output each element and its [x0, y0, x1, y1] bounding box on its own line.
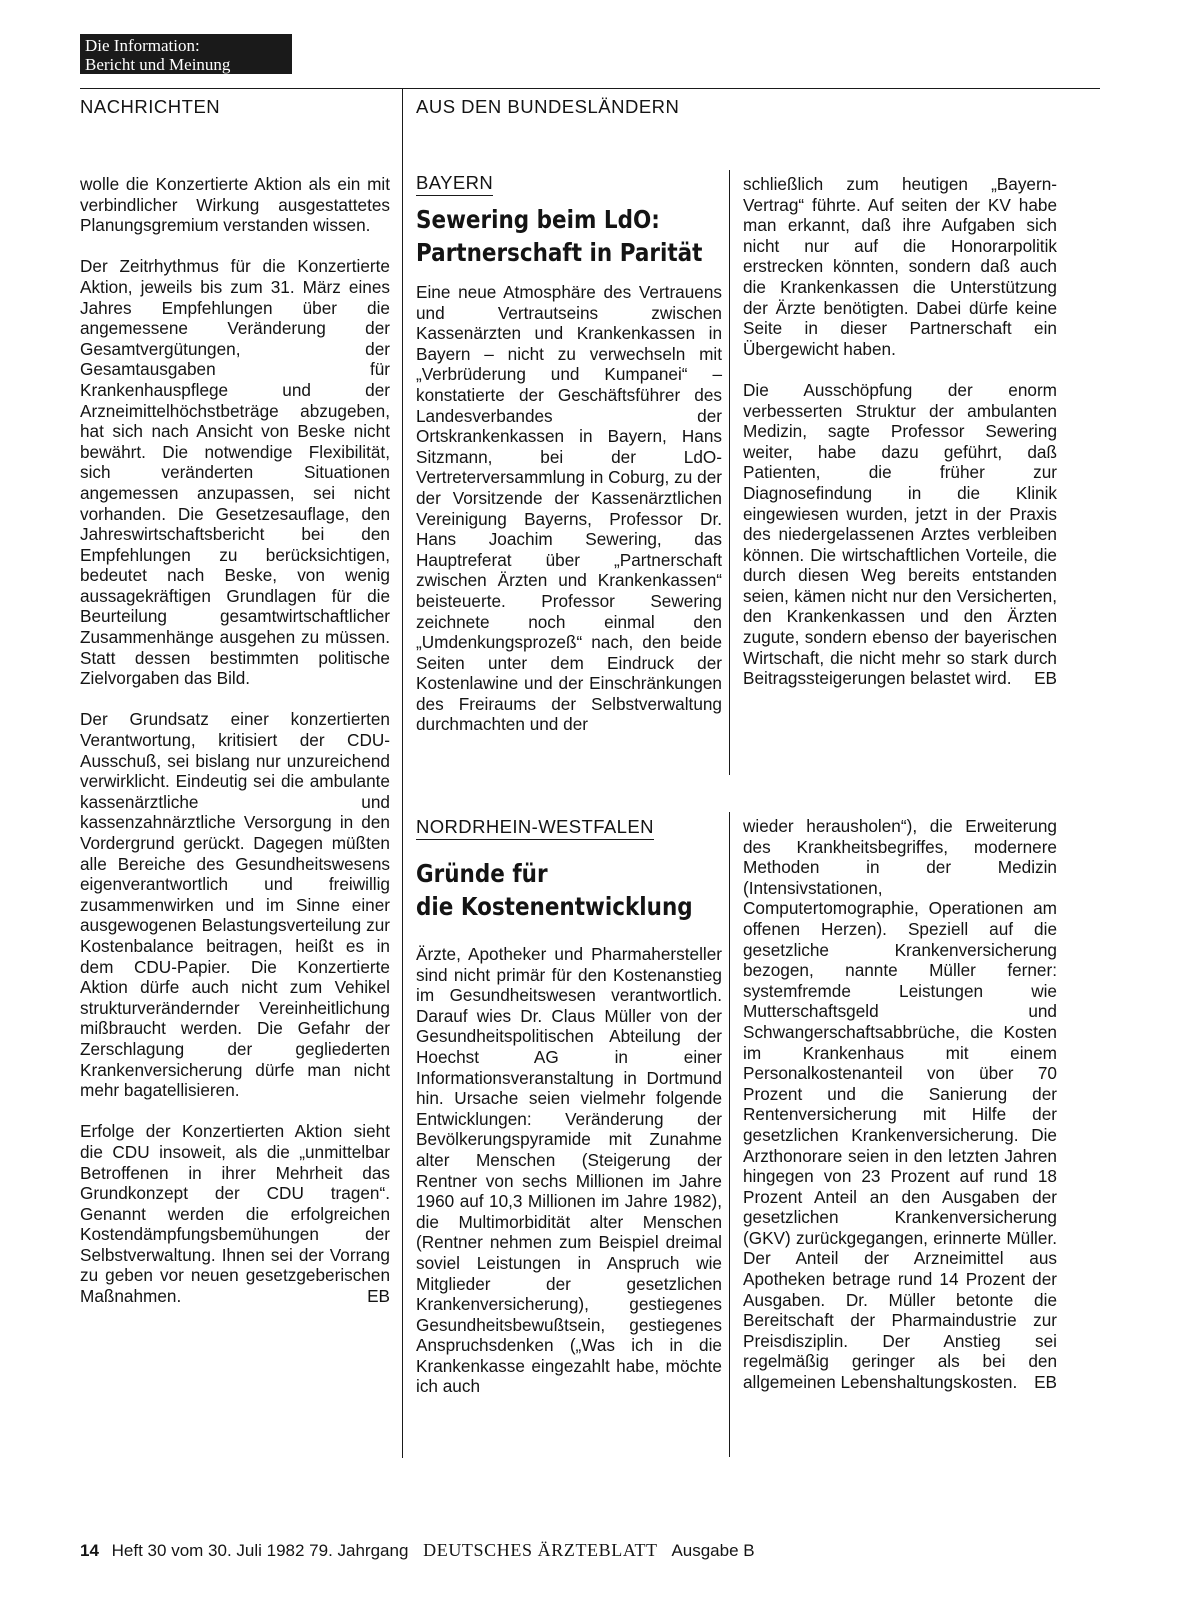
edition-label: Ausgabe B	[671, 1541, 755, 1560]
article2-headline-line1: Gründe für	[416, 859, 548, 888]
article1-kicker: BAYERN	[416, 172, 493, 196]
article1-paragraph	[743, 380, 1057, 689]
journal-name: DEUTSCHES ÄRZTEBLATT	[423, 1540, 658, 1560]
article1-headline-line2: Partnerschaft in Parität	[416, 238, 703, 267]
news-paragraph: wolle die Konzertierte Aktion als ein mit verbindlicher Wirkung ausgestattetes Planungsgremium verstanden wissen.	[80, 174, 390, 236]
article1-column-a	[416, 282, 722, 735]
article2-column-b	[743, 816, 1057, 1393]
author-signature: EB	[1034, 668, 1057, 689]
article2-paragraph-text: wieder herausholen“), die Erweiterung des Krankheitsbegriffes, modernere Methoden in der Medizin (Intensivstationen, Computertomographie, Operationen am offenen Herzen). Speziell auf die gesetzliche Krankenversicherung bezogen, nannte Müller ferner: systemfremde Leistungen wie Mutterschaftsgeld und Schwangerschaftsabbrüche, die Kosten im Krankenhaus mit einem Personalkostenanteil von über 70 Prozent und die Sanierung der Rentenversicherung mit Hilfe der gesetzlichen Krankenversicherung. Die Arzthonorare seien in den letzten Jahren hingegen von 23 Prozent auf rund 18 Prozent Anteil an den Ausgaben der gesetzlichen Krankenversicherung (GKV) zurückgegangen, erinnerte Müller. Der Anteil der Arzneimittel aus Apotheken betrage rund 14 Prozent der Ausgaben. Dr. Müller betonte die Bereitschaft der Pharmaindustrie zur Preisdisziplin. Der Anstieg sei regelmäßig geringer als bei den allgemeinen Lebenshaltungskosten.	[743, 816, 1057, 1393]
page-number: 14	[80, 1541, 99, 1560]
article2-headline	[416, 857, 693, 923]
top-rule	[80, 88, 1100, 89]
news-paragraph-text: Der Grundsatz einer konzertierten Verantwortung, kritisiert der CDU-Ausschuß, sei bislang nur unzureichend verwirklicht. Eindeutig sei die ambulante kassenärztliche und kassenzahnärztliche Versorgung in den Vordergrund gerückt. Dagegen müßten alle Bereiche des Gesundheitswesens eigenverantwortlich und freiwillig zusammenwirken und im Sinne einer ausgewogenen Belastungsverteilung zur Kostenbalance beitragen, heißt es in dem CDU-Papier. Die Konzertierte Aktion dürfe auch nicht zum Vehikel strukturverändernder Vereinheitlichung mißbraucht werden. Die Gefahr der Zerschlagung der gegliederten Krankenversicherung dürfe man nicht mehr bagatellisieren.	[80, 709, 390, 1101]
article2-paragraph: Ärzte, Apotheker und Pharmahersteller sind nicht primär für den Kostenanstieg im Gesundheitswesen verantwortlich. Darauf wies Dr. Claus Müller von der Gesundheitspolitischen Abteilung der Hoechst AG in einer Informationsveranstaltung in Dortmund hin. Ursache seien vielmehr folgende Entwicklungen: Veränderung der Bevölkerungspyramide mit Zunahme alter Menschen (Steigerung der Rentner von sechs Millionen im Jahre 1960 auf 10,3 Millionen im Jahre 1982), die Multimorbidität alter Menschen (Rentner nehmen zum Beispiel dreimal soviel Leistungen in Anspruch wie Mitglieder der gesetzlichen Krankenversicherung), gestiegenes Gesundheitsbewußtsein, gestiegenes Anspruchsdenken („Was ich in die Krankenkasse eingezahlt habe, möchte ich auch	[416, 944, 722, 1397]
badge-line-2: Bericht und Meinung	[85, 55, 231, 74]
section-heading-bundeslaender: AUS DEN BUNDESLÄNDERN	[416, 96, 680, 117]
badge-line-1: Die Information:	[85, 36, 200, 55]
article1-headline-line1: Sewering beim LdO:	[416, 205, 660, 234]
article1-paragraph: Eine neue Atmosphäre des Vertrauens und Vertrautseins zwischen Kassenärzten und Krankenkassen in Bayern – nicht zu verwechseln mit „Verbrüderung und Kumpanei“ – konstatierte der Geschäftsführer des Landesverbandes der Ortskrankenkassen in Bayern, Hans Sitzmann, bei der LdO-Vertreterversammlung in Coburg, zu der der Vorsitzende der Kassenärztlichen Vereinigung Bayerns, Professor Dr. Hans Joachim Sewering, das Hauptreferat über „Partnerschaft zwischen Ärzten und Krankenkassen“ beisteuerte. Professor Sewering zeichnete noch einmal den „Umdenkungsprozeß“ nach, den beide Seiten unter dem Eindruck der Kostenlawine und der Einschränkungen des Freiraums der Selbstverwaltung durchmachten und der	[416, 282, 722, 735]
article1-headline	[416, 203, 702, 269]
article1-paragraph: schließlich zum heutigen „Bayern-Vertrag“ führte. Auf seiten der KV habe man erkannt, daß ihre Aufgaben sich nicht nur auf die Honorarpolitik erstrecken könnten, sondern daß auch die Krankenkassen die Unterstützung der Ärzte benötigten. Dabei dürfe keine Seite in dieser Partnerschaft ein Übergewicht haben.	[743, 174, 1057, 359]
article2-kicker: NORDRHEIN-WESTFALEN	[416, 816, 654, 840]
column-divider-main	[402, 88, 403, 1458]
news-paragraph	[80, 1121, 390, 1306]
author-signature: EB	[1034, 1372, 1057, 1393]
column-divider-article2	[729, 812, 730, 1457]
page-footer	[80, 1540, 1100, 1561]
news-paragraph: Der Zeitrhythmus für die Konzertierte Aktion, jeweils bis zum 31. März eines Jahres Empfehlungen über die angemessene Veränderung der Gesamtvergütungen, der Gesamtausgaben für Krankenhauspflege und der Arzneimittelhöchstbeträge abzugeben, hat sich nach Ansicht von Beske nicht bewährt. Die notwendige Flexibilität, sich veränderten Situationen angemessen anzupassen, sei nicht vorhanden. Die Gesetzesauflage, den Jahreswirtschaftsbericht bei den Empfehlungen zu berücksichtigen, bedeutet nach Beske, von wenig aussagekräftigen Grundlagen für die Beurteilung gesamtwirtschaftlicher Zusammenhänge ausgehen zu müssen. Statt dessen bestimmten politische Zielvorgaben das Bild.	[80, 256, 390, 689]
article2-headline-line2: die Kostenentwicklung	[416, 892, 693, 921]
article2-column-a	[416, 944, 722, 1397]
news-paragraph-text: Erfolge der Konzertierten Aktion sieht die CDU insoweit, als die „unmittelbar Betroffenen in ihrer Mehrheit das Grundkonzept der CDU tragen“. Genannt werden die erfolgreichen Kostendämpfungsbemühungen der Selbstverwaltung. Ihnen sei der Vorrang zu geben vor neuen gesetzgeberischen Maßnahmen.	[80, 1121, 390, 1307]
section-heading-nachrichten: NACHRICHTEN	[80, 96, 221, 117]
column-divider-article1	[729, 170, 730, 775]
article1-column-b	[743, 174, 1057, 689]
author-signature: EB	[367, 1286, 390, 1307]
article2-paragraph	[743, 816, 1057, 1393]
article1-paragraph-text: Die Ausschöpfung der enorm verbesserten Struktur der ambulanten Medizin, sagte Professor Sewering weiter, habe dazu geführt, daß Patienten, die früher zur Diagnosefindung in die Klinik eingewiesen wurden, jetzt in der Praxis des niedergelassenen Arztes verbleiben können. Die wirtschaftlichen Vorteile, die durch diesen Weg bereits entstanden seien, kämen nicht nur den Versicherten, den Krankenkassen und den Ärzten zugute, sondern ebenso der bayerischen Wirtschaft, die nicht mehr so stark durch Beitragssteigerungen belastet wird.	[743, 379, 1057, 689]
section-badge	[80, 34, 292, 74]
issue-info: Heft 30 vom 30. Juli 1982 79. Jahrgang	[111, 1541, 409, 1560]
news-paragraph	[80, 709, 390, 1100]
news-column	[80, 174, 390, 1307]
